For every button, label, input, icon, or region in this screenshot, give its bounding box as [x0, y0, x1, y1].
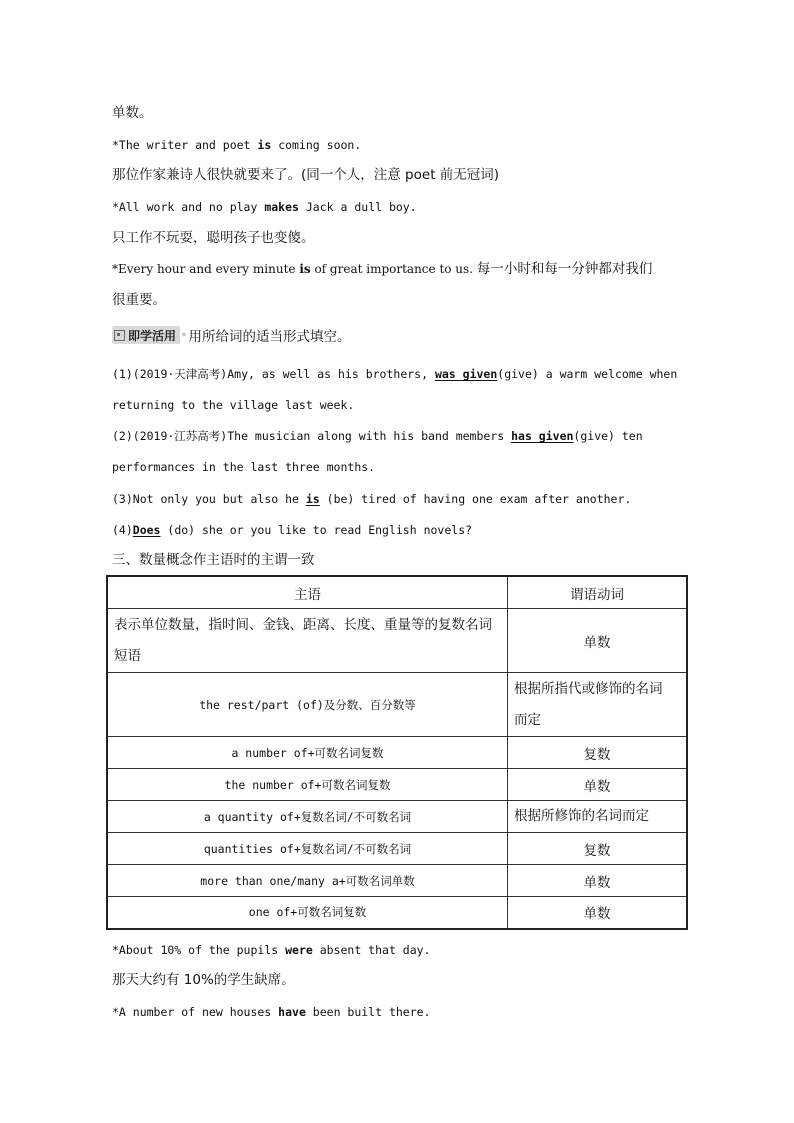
example-sentence	[112, 1003, 431, 1021]
chevron-icon: »	[181, 330, 187, 340]
keyword: is	[299, 262, 311, 276]
verb-cell: 单数	[508, 865, 688, 897]
table-row	[107, 833, 687, 865]
verb-cell: 单数	[508, 769, 688, 801]
question-4	[112, 521, 472, 539]
table-header-row	[107, 576, 687, 609]
question-1-continued	[112, 396, 354, 414]
text: 三、数量概念作主语时的主谓一致	[112, 552, 315, 568]
example-sentence	[112, 941, 431, 959]
example-sentence	[112, 260, 652, 278]
question-3	[112, 490, 631, 508]
text: (3)Not only you but also he	[112, 492, 306, 506]
subject-cell: one of+可数名词复数	[107, 897, 508, 929]
example-sentence	[112, 198, 417, 216]
question-2-continued	[112, 458, 375, 476]
subject-cell: more than one/many a+可数名词单数	[107, 865, 508, 897]
text: performances in the last three months.	[112, 460, 376, 474]
instruction: 用所给词的适当形式填空。	[188, 329, 351, 345]
text: 短语	[114, 647, 141, 664]
subject-cell: the number of+可数名词复数	[107, 769, 508, 801]
text: coming soon.	[271, 138, 362, 152]
section-title	[112, 551, 315, 569]
header-subject: 主语	[107, 576, 508, 609]
keyword: is	[257, 138, 272, 152]
keyword: have	[278, 1005, 306, 1019]
translation	[112, 971, 295, 989]
subject-cell: quantities of+复数名词/不可数名词	[107, 833, 508, 865]
verb-cell: 单数	[508, 897, 688, 929]
text: (give) a warm welcome when	[497, 367, 678, 381]
text: (2)(2019·江苏高考)The musician along with his band members	[112, 429, 512, 443]
table-row	[107, 609, 687, 673]
text: (do) she or you like to read English novels?	[160, 523, 473, 537]
text: *A number of new houses	[112, 1005, 279, 1019]
translation	[112, 229, 315, 247]
text: 单数。	[112, 105, 153, 121]
verb-cell: 根据所修饰的名词而定	[508, 801, 688, 833]
text: (4)	[112, 523, 133, 537]
answer: Does	[132, 523, 161, 537]
text: *Every hour and every minute	[112, 262, 300, 276]
table-row	[107, 897, 687, 929]
table-row	[107, 737, 687, 769]
text: (be) tired of having one exam after another.	[319, 492, 632, 506]
subject-cell: a number of+可数名词复数	[107, 737, 508, 769]
answer: is	[305, 492, 320, 506]
question-2	[112, 427, 643, 445]
text: 很重要。	[112, 292, 166, 308]
subject-cell	[107, 609, 508, 673]
translation	[112, 166, 499, 184]
verb-cell: 复数	[508, 833, 688, 865]
subject-cell: a quantity of+复数名词/不可数名词	[107, 801, 508, 833]
text: *All work and no play	[112, 200, 265, 214]
text: 而定	[514, 711, 541, 728]
text: returning to the village last week.	[112, 398, 355, 412]
practice-badge	[112, 326, 180, 344]
verb-cell: 复数	[508, 737, 688, 769]
translation: 每一小时和每一分钟都对我们	[476, 261, 653, 277]
practice-header	[112, 325, 351, 345]
text: *About 10% of the pupils	[112, 943, 286, 957]
header-verb: 谓语动词	[508, 576, 688, 609]
keyword: were	[285, 943, 313, 957]
text: of great importance to us.	[310, 262, 477, 276]
verb-cell: 单数	[508, 609, 688, 673]
answer: was given	[434, 367, 498, 381]
table-row	[107, 801, 687, 833]
subject-cell: the rest/part (of)及分数、百分数等	[107, 673, 508, 737]
text: *The writer and poet	[112, 138, 258, 152]
table-row	[107, 673, 687, 737]
square-icon	[114, 330, 125, 341]
text: 表示单位数量，指时间、金钱、距离、长度、重量等的复数名词	[114, 616, 492, 633]
table-row	[107, 865, 687, 897]
text: absent that day.	[312, 943, 431, 957]
text: Jack a dull boy.	[298, 200, 417, 214]
text: (give) ten	[573, 429, 643, 443]
translation	[112, 291, 166, 309]
text: 根据所指代或修饰的名词	[514, 680, 663, 697]
table-row	[107, 769, 687, 801]
example-sentence	[112, 136, 361, 154]
agreement-table	[106, 575, 688, 930]
text-line	[112, 104, 153, 122]
answer: has given	[511, 429, 574, 443]
keyword: makes	[264, 200, 299, 214]
badge-label: 即学活用	[128, 328, 177, 343]
verb-cell	[508, 673, 688, 737]
text: (1)(2019·天津高考)Amy, as well as his brothers,	[112, 367, 435, 381]
text: been built there.	[305, 1005, 431, 1019]
text: 那天大约有 10%的学生缺席。	[112, 972, 295, 988]
text: 只工作不玩耍，聪明孩子也变傻。	[112, 230, 315, 246]
question-1	[112, 365, 677, 383]
text: 那位作家兼诗人很快就要来了。(同一个人，注意 poet 前无冠词)	[112, 167, 500, 183]
